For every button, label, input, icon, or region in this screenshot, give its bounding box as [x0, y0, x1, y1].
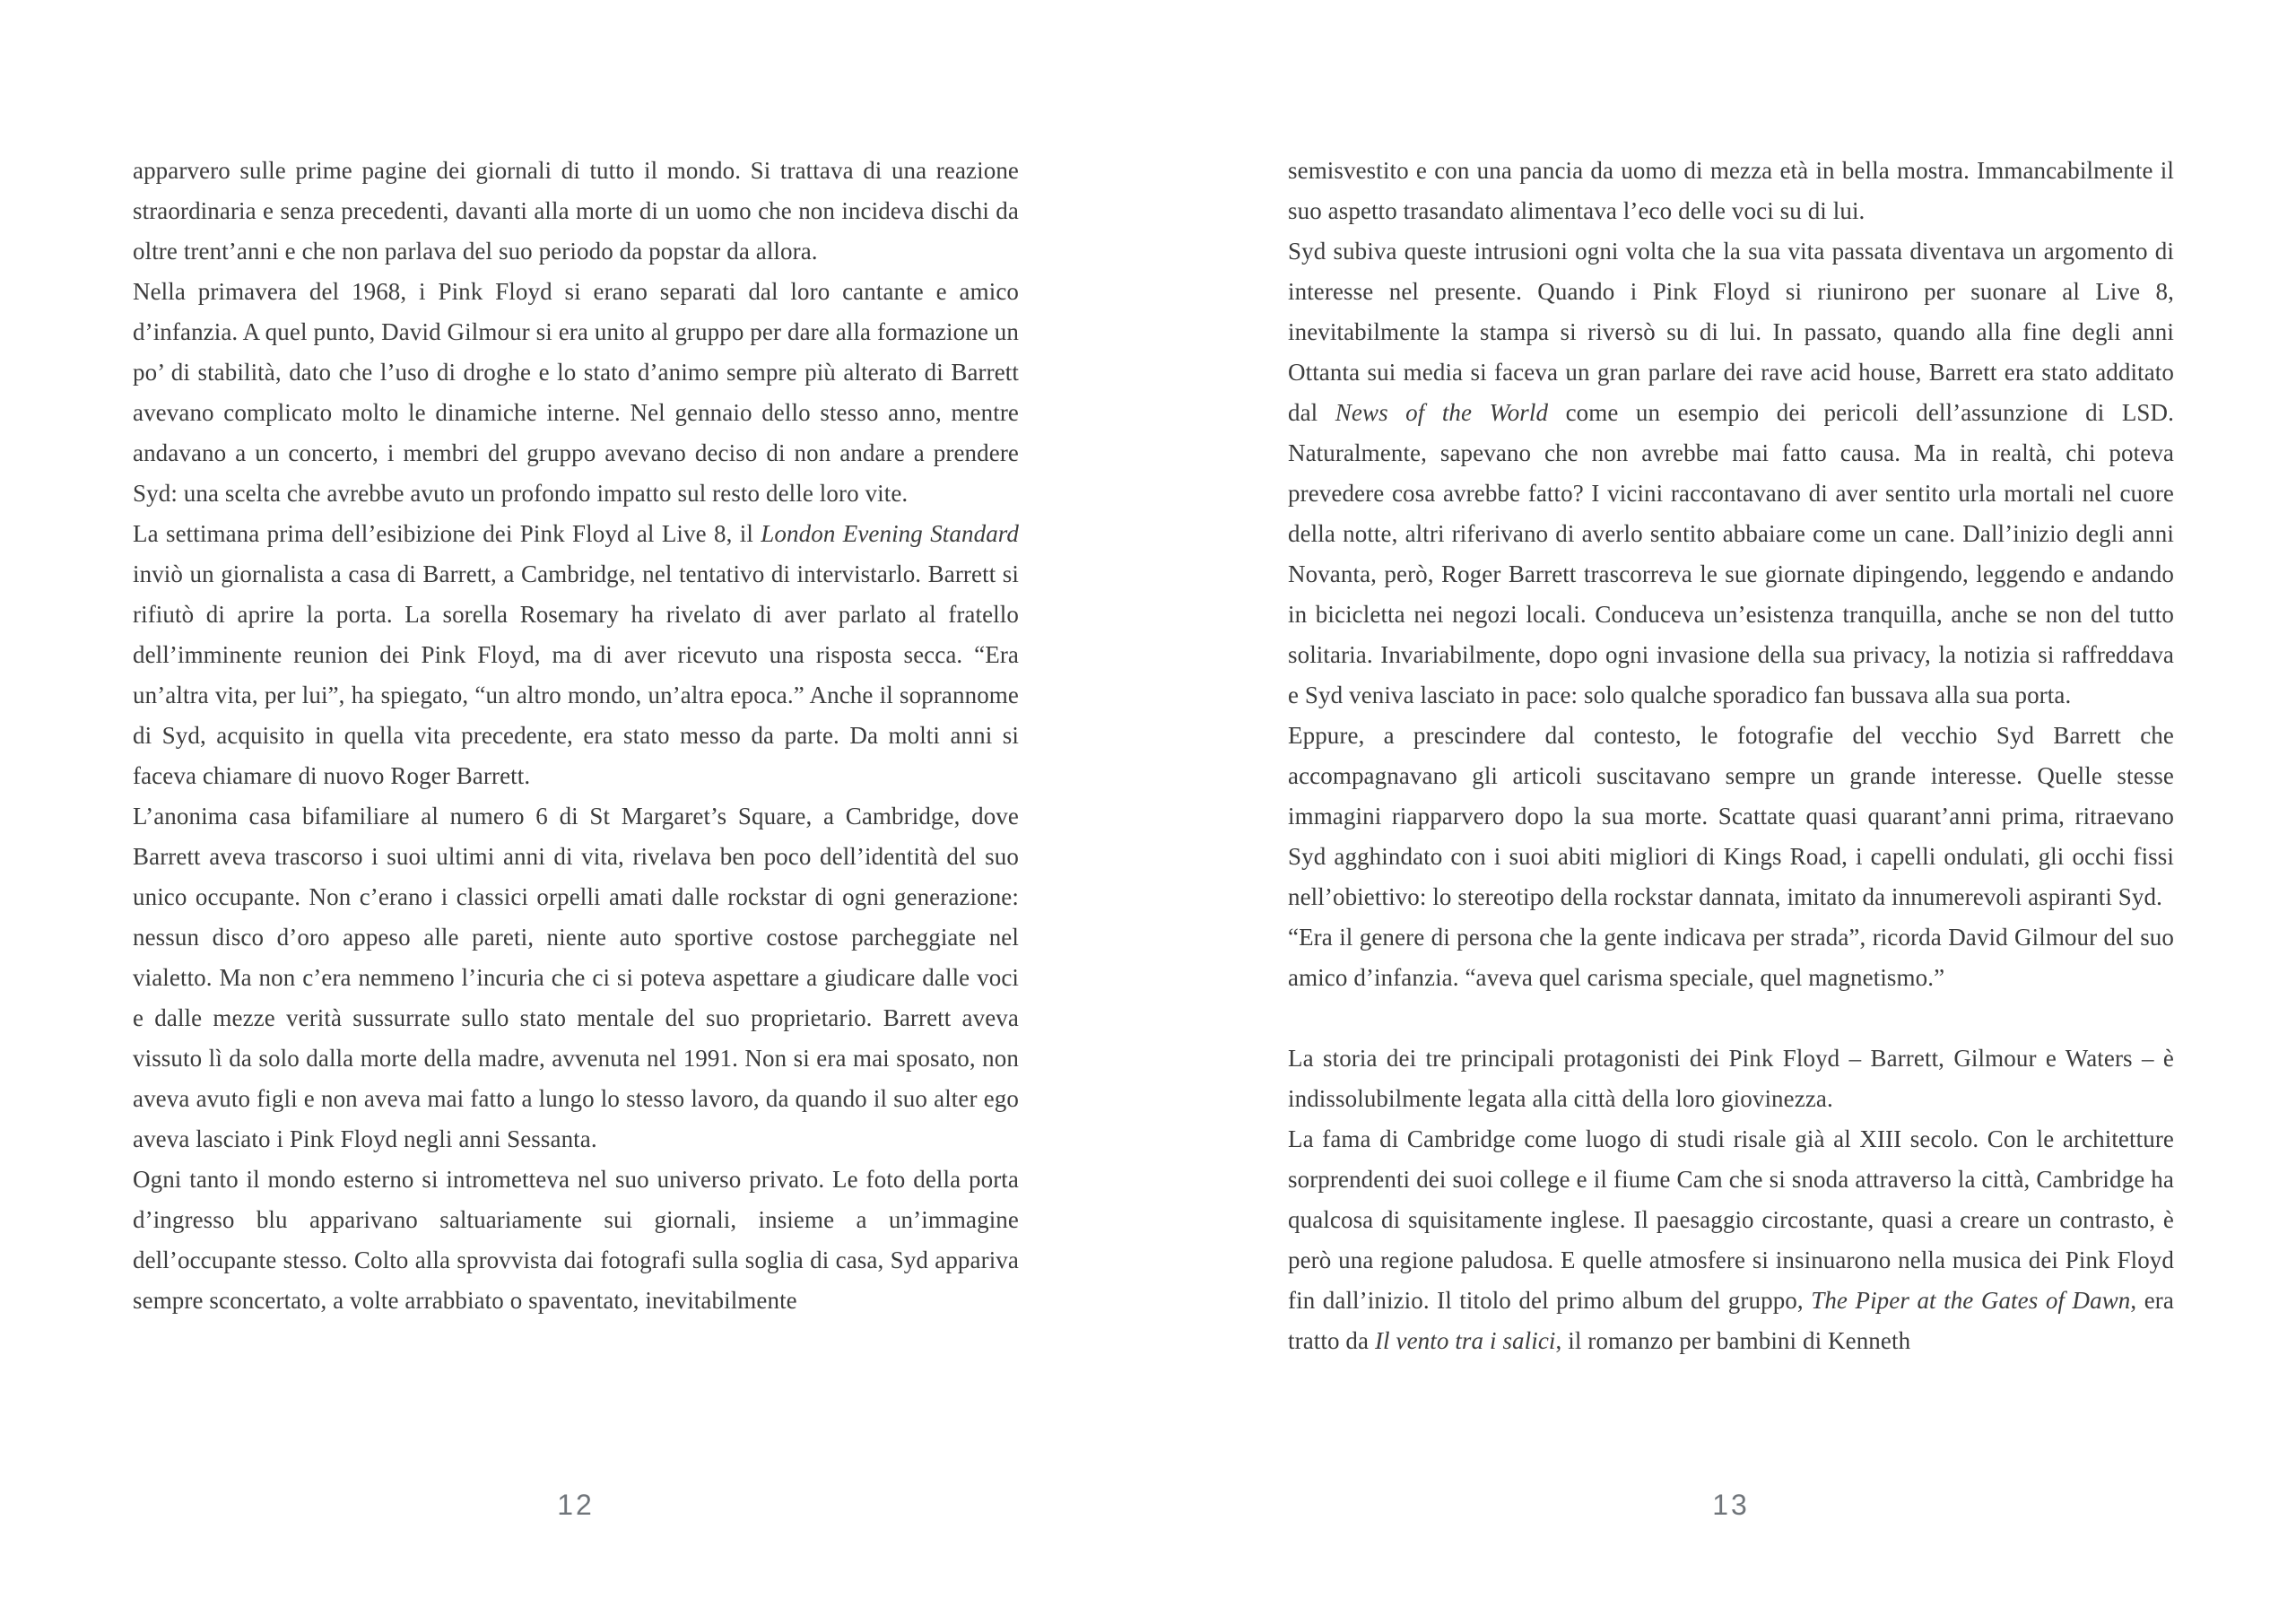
text-run: , era tratto da	[1288, 1287, 2174, 1354]
paragraph	[133, 151, 1019, 272]
italic-text-run: London Evening Standard	[761, 520, 1019, 547]
paragraph	[1288, 1119, 2174, 1361]
text-run: L’anonima casa bifamiliare al numero 6 di St Margaret’s Square, a Cambridge, dove Barrett aveva trascorso i suoi ultimi anni di vita, rivelava ben poco dell’identità del suo unico occupante. Non c’erano i classici orpelli amati dalle rockstar di ogni generazione: nessun disco d’oro appeso alle pareti, niente auto sportive costose parcheggiate nel vialetto. Ma non c’era nemmeno l’incuria che ci si poteva aspettare a giudicare dalle voci e dalle mezze verità sussurrate sullo stato mentale del suo proprietario. Barrett aveva vissuto lì da solo dalla morte della madre, avvenuta nel 1991. Non si era mai sposato, non aveva avuto figli e non aveva mai fatto a lungo lo stesso lavoro, da quando il suo alter ego aveva lasciato i Pink Floyd negli anni Sessanta.	[133, 803, 1019, 1152]
left-text-column	[133, 151, 1019, 1321]
paragraph	[1288, 1038, 2174, 1119]
text-run: Eppure, a prescindere dal contesto, le fotografie del vecchio Syd Barrett che accompagnavano gli articoli suscitavano sempre un grande interesse. Quelle stesse immagini riapparvero dopo la sua morte. Scattate quasi quarant’anni prima, ritraevano Syd agghindato con i suoi abiti migliori di Kings Road, i capelli ondulati, gli occhi fissi nell’obiettivo: lo stereotipo della rockstar dannata, imitato da innumerevoli aspiranti Syd.	[1288, 722, 2174, 910]
text-run: come un esempio dei pericoli dell’assunzione di LSD. Naturalmente, sapevano che non avrebbe mai fatto causa. Ma in realtà, chi poteva prevedere cosa avrebbe fatto? I vicini raccontavano di aver sentito urla mortali nel cuore della notte, altri riferivano di averlo sentito abbaiare come un cane. Dall’inizio degli anni Novanta, però, Roger Barrett trascorreva le sue giornate dipingendo, leggendo e andando in bicicletta nei negozi locali. Conduceva un’esistenza tranquilla, anche se non del tutto solitaria. Invariabilmente, dopo ogni invasione della sua privacy, la notizia si raffreddava e Syd veniva lasciato in pace: solo qualche sporadico fan bussava alla sua porta.	[1288, 399, 2174, 708]
text-run: Ogni tanto il mondo esterno si intrometteva nel suo universo privato. Le foto della porta d’ingresso blu apparivano saltuariamente sui giornali, insieme a un’immagine dell’occupante stesso. Colto alla sprovvista dai fotografi sulla soglia di casa, Syd appariva sempre sconcertato, a volte arrabbiato o spaventato, inevitabilmente	[133, 1166, 1019, 1314]
text-run: “Era il genere di persona che la gente indicava per strada”, ricorda David Gilmour del suo amico d’infanzia. “aveva quel carisma speciale, quel magnetismo.”	[1288, 924, 2174, 991]
text-run: , il romanzo per bambini di Kenneth	[1555, 1327, 1911, 1354]
text-run: Nella primavera del 1968, i Pink Floyd si erano separati dal loro cantante e amico d’infanzia. A quel punto, David Gilmour si era unito al gruppo per dare alla formazione un po’ di stabilità, dato che l’uso di droghe e lo stato d’animo sempre più alterato di Barrett avevano complicato molto le dinamiche interne. Nel gennaio dello stesso anno, mentre andavano a un concerto, i membri del gruppo avevano deciso di non andare a prendere Syd: una scelta che avrebbe avuto un profondo impatto sul resto delle loro vite.	[133, 278, 1019, 507]
paragraph	[133, 514, 1019, 796]
paragraph	[1288, 231, 2174, 716]
paragraph	[1288, 151, 2174, 231]
page-number-right: 13	[1712, 1489, 1750, 1521]
paragraph	[1288, 917, 2174, 998]
page-number-left: 12	[557, 1489, 595, 1521]
text-run: La settimana prima dell’esibizione dei Pink Floyd al Live 8, il	[133, 520, 761, 547]
page-right	[1148, 0, 2296, 1607]
text-run: apparvero sulle prime pagine dei giornali di tutto il mondo. Si trattava di una reazione straordinaria e senza precedenti, davanti alla morte di un uomo che non incideva dischi da oltre trent’anni e che non parlava del suo periodo da popstar da allora.	[133, 157, 1019, 265]
paragraph	[133, 796, 1019, 1160]
italic-text-run: The Piper at the Gates of Dawn	[1811, 1287, 2131, 1314]
text-run: inviò un giornalista a casa di Barrett, a Cambridge, nel tentativo di intervistarlo. Barrett si rifiutò di aprire la porta. La sorella Rosemary ha rivelato di aver parlato al fratello dell’imminente reunion dei Pink Floyd, ma di aver ricevuto una risposta secca. “Era un’altra vita, per lui”, ha spiegato, “un altro mondo, un’altra epoca.” Anche il soprannome di Syd, acquisito in quella vita precedente, era stato messo da parte. Da molti anni si faceva chiamare di nuovo Roger Barrett.	[133, 560, 1019, 789]
paragraph	[133, 272, 1019, 514]
text-run: La fama di Cambridge come luogo di studi risale già al XIII secolo. Con le architetture sorprendenti dei suoi college e il fiume Cam che si snoda attraverso la città, Cambridge ha qualcosa di squisitamente inglese. Il paesaggio circostante, quasi a creare un contrasto, è però una regione paludosa. E quelle atmosfere si insinuarono nella musica dei Pink Floyd fin dall’inizio. Il titolo del primo album del gruppo,	[1288, 1125, 2174, 1314]
italic-text-run: News of the World	[1335, 399, 1549, 426]
text-run: Syd subiva queste intrusioni ogni volta che la sua vita passata diventava un argomento di interesse nel presente. Quando i Pink Floyd si riunirono per suonare al Live 8, inevitabilmente la stampa si riversò su di lui. In passato, quando alla fine degli anni Ottanta sui media si faceva un gran parlare dei rave acid house, Barrett era stato additato dal	[1288, 238, 2174, 426]
paragraph	[133, 1160, 1019, 1321]
paragraph	[1288, 716, 2174, 917]
text-run: semisvestito e con una pancia da uomo di mezza età in bella mostra. Immancabilmente il suo aspetto trasandato alimentava l’eco delle voci su di lui.	[1288, 157, 2174, 224]
right-text-column	[1288, 151, 2174, 1361]
text-run: La storia dei tre principali protagonisti dei Pink Floyd – Barrett, Gilmour e Waters – è indissolubilmente legata alla città della loro giovinezza.	[1288, 1045, 2174, 1112]
italic-text-run: Il vento tra i salici	[1374, 1327, 1556, 1354]
